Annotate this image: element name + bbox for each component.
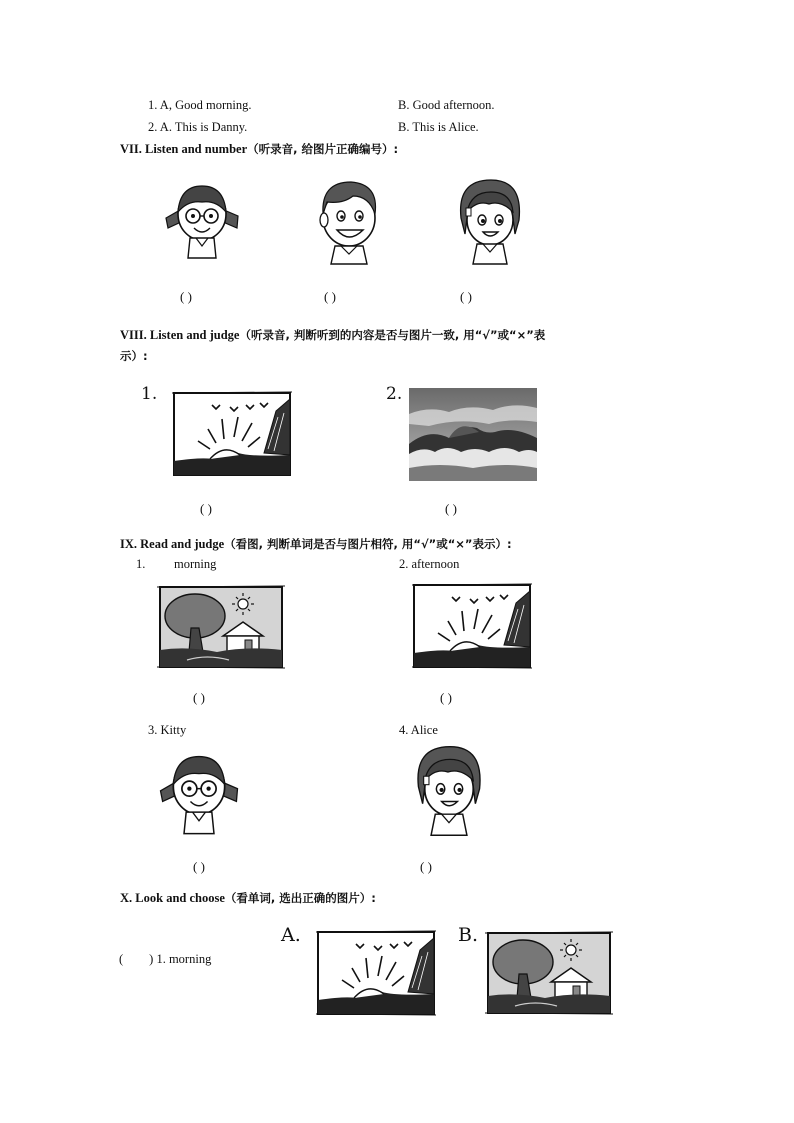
answer-blank-7-2[interactable]: ( ): [324, 289, 336, 304]
section-9-item-2: 2. afternoon: [399, 557, 460, 571]
boy-smiling-icon: [313, 178, 385, 266]
q1-option-a: 1. A, Good morning.: [148, 98, 252, 112]
section-10-heading: [120, 890, 376, 906]
sunrise-scene-icon: [172, 391, 292, 477]
answer-blank-7-1[interactable]: ( ): [180, 289, 192, 304]
option-b-label: B.: [458, 924, 479, 946]
section-8-heading: [120, 327, 545, 343]
section-7-title: VII. Listen and number: [120, 142, 248, 156]
tree-house-sun-scene-icon[interactable]: [484, 930, 614, 1016]
answer-blank-9-1[interactable]: ( ): [193, 690, 205, 705]
answer-blank-8-1[interactable]: ( ): [200, 501, 212, 516]
girl-short-hair-icon: [410, 743, 488, 839]
girl-glasses-pigtails-icon: [166, 178, 238, 264]
q2-option-a: 2. A. This is Danny.: [148, 120, 248, 134]
section-8-title: VIII. Listen and judge: [120, 328, 240, 342]
section-7-note: （听录音, 给图片正确编号）:: [247, 142, 399, 156]
girl-short-hair-icon: [453, 178, 527, 266]
section-8-heading-cont: [120, 348, 148, 364]
section-9-item-3: 3. Kitty: [148, 723, 187, 737]
answer-blank-8-2[interactable]: ( ): [445, 501, 457, 516]
section-9-note: （看图, 判断单词是否与图片相符, 用“√”或“×”表示）:: [224, 537, 512, 551]
sunrise-scene-icon[interactable]: [314, 930, 438, 1016]
section-7-heading: [120, 141, 398, 157]
answer-blank-9-2[interactable]: ( ): [440, 690, 452, 705]
section-9-heading: [120, 536, 512, 552]
mountain-cloud-scene-icon: [409, 388, 537, 481]
section-10-question-text: ) 1. morning: [149, 952, 212, 966]
answer-blank-9-3[interactable]: ( ): [193, 859, 205, 874]
option-a-label: A.: [281, 924, 301, 946]
sunrise-scene-icon: [412, 583, 532, 669]
section-9-item-1-word: morning: [174, 557, 217, 571]
q1-option-b: B. Good afternoon.: [398, 98, 495, 112]
answer-blank-9-4[interactable]: ( ): [420, 859, 432, 874]
q2-option-b: B. This is Alice.: [398, 120, 479, 134]
girl-glasses-pigtails-icon: [158, 748, 240, 840]
section-9-item-4: 4. Alice: [399, 723, 438, 737]
section-9-item-1-number: 1.: [136, 557, 146, 571]
section-8-number-1: 1.: [141, 384, 158, 404]
section-10-title: X. Look and choose: [120, 891, 225, 905]
answer-blank-10-1[interactable]: (: [119, 952, 124, 966]
answer-blank-7-3[interactable]: ( ): [460, 289, 472, 304]
section-8-note-cont: 示）:: [120, 349, 148, 363]
section-8-note: （听录音, 判断听到的内容是否与图片一致, 用“√”或“×”表: [239, 328, 546, 342]
section-10-question: [119, 952, 211, 967]
tree-house-sun-scene-icon: [157, 584, 285, 670]
section-10-note: （看单词, 选出正确的图片）:: [224, 891, 376, 905]
section-8-number-2: 2.: [386, 384, 403, 404]
section-9-title: IX. Read and judge: [120, 537, 225, 551]
